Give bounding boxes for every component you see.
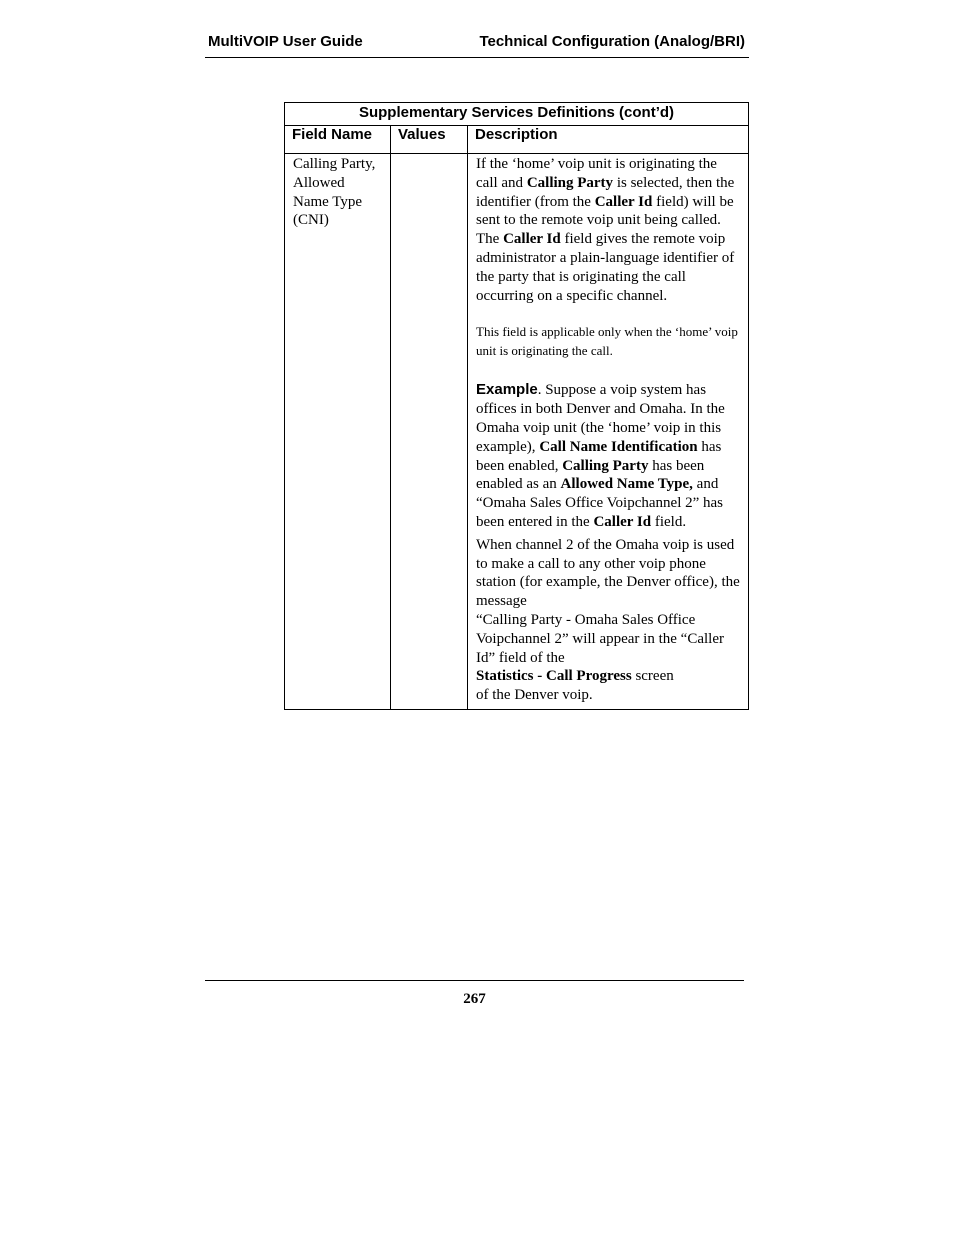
column-header-description: Description <box>468 126 749 154</box>
page-number: 267 <box>463 991 486 1007</box>
column-header-values: Values <box>391 126 468 154</box>
header-rule <box>205 57 749 58</box>
description-paragraph: If the ‘home’ voip unit is originating the call and Calling Party is selected, then the identifier (from the Caller Id field) will be sent to the remote voip unit being called. The Caller Id field gives the remote voip administrator a plain-language identifier of the party that is originating the call occurring on a specific channel. <box>476 156 735 304</box>
table-title: Supplementary Services Definitions (cont’d) <box>285 103 749 126</box>
result-paragraph: When channel 2 of the Omaha voip is used to make a call to any other voip phone station (for example, the Denver office), the message “Calling Party - Omaha Sales Office Voipchannel 2” will appear in the “Caller Id” field of the Statistics - Call Progress screen of the Denver voip. <box>476 536 740 704</box>
header-title-left: MultiVOIP User Guide <box>208 33 363 50</box>
footer-rule <box>205 980 744 981</box>
applicability-note: This field is applicable only when the ‘home’ voip unit is originating the call. <box>476 324 738 359</box>
field-name-line: Name Type <box>293 193 363 210</box>
table-header-row <box>285 126 749 154</box>
column-header-field-name: Field Name <box>285 126 391 154</box>
field-name-line: (CNI) <box>293 212 329 229</box>
header-title-right: Technical Configuration (Analog/BRI) <box>479 33 745 50</box>
definitions-table <box>284 102 749 710</box>
values-cell <box>391 154 468 710</box>
field-name-line: Calling Party, <box>293 156 376 172</box>
field-name-line: Allowed <box>293 174 345 191</box>
example-paragraph: Example. Suppose a voip system has offices in both Denver and Omaha. In the Omaha voip unit (the ‘home’ voip in this example), Call Name Identification has been enabled, Calling Party has been enabled as an Allowed Name Type, and “Omaha Sales Office Voipchannel 2” has been entered in the Caller Id field. <box>476 381 725 530</box>
example-label: Example <box>476 381 538 399</box>
field-name-cell <box>285 154 391 710</box>
table-row <box>285 154 749 710</box>
description-cell <box>468 154 749 710</box>
